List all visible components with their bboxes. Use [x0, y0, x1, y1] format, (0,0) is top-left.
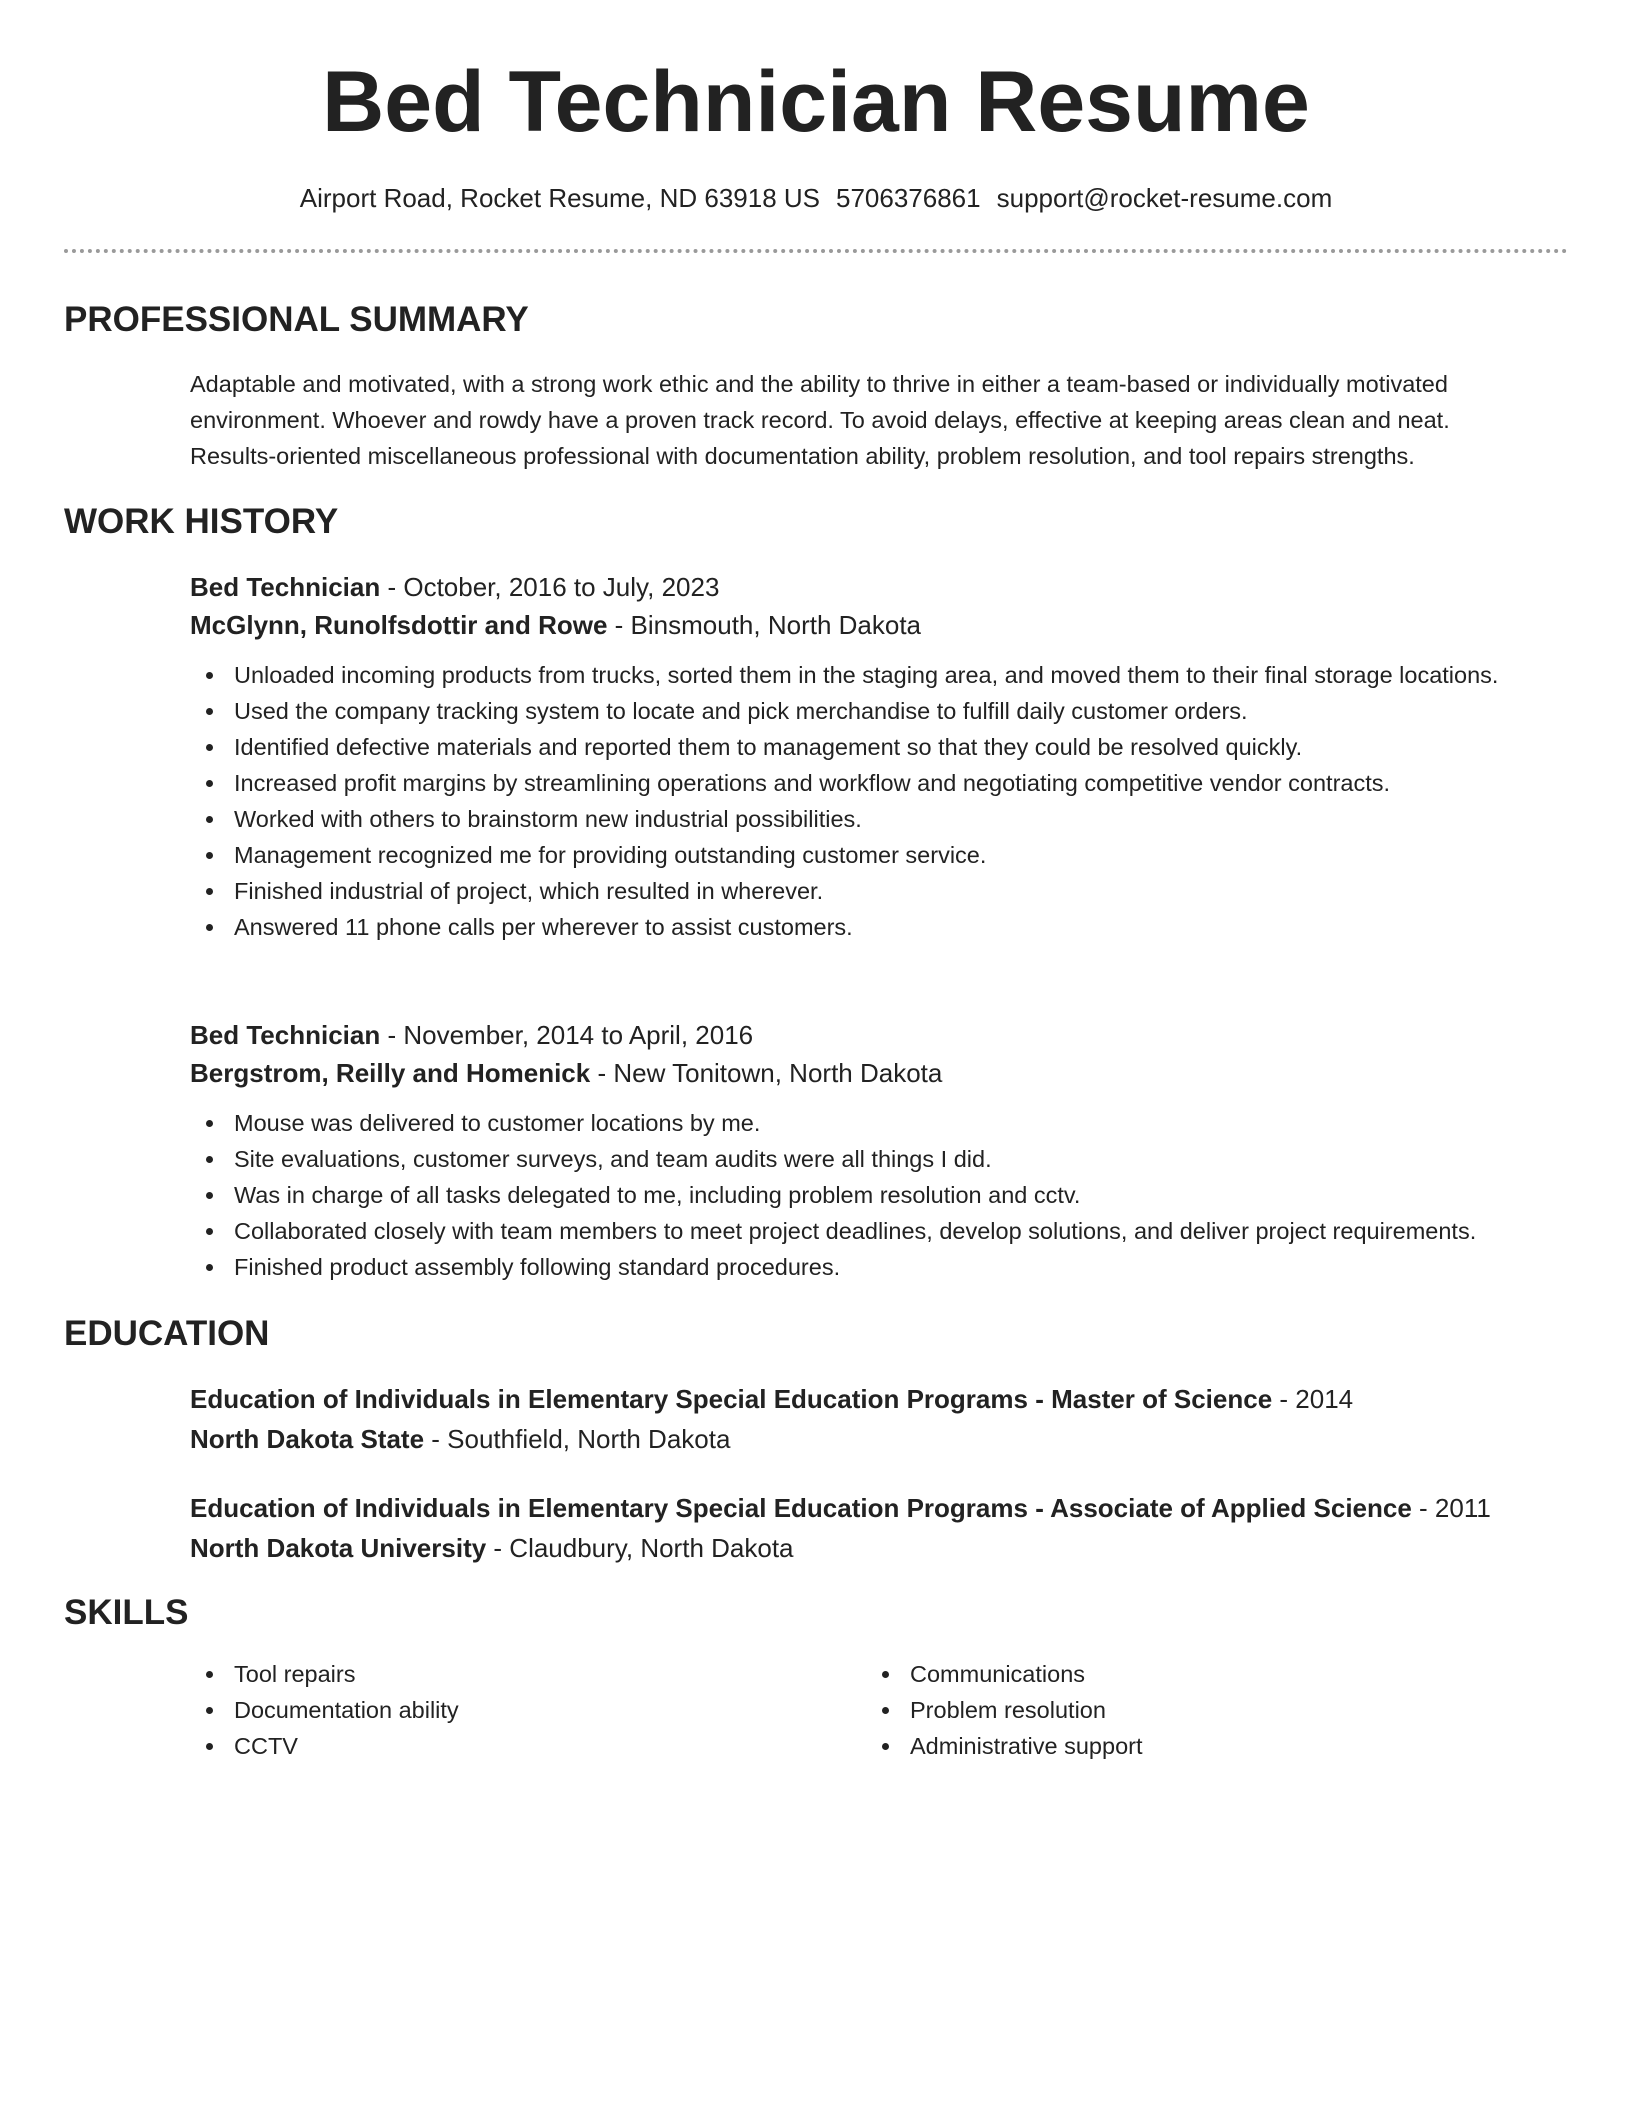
- contact-email: support@rocket-resume.com: [996, 183, 1333, 213]
- contact-phone: 5706376861: [836, 183, 981, 213]
- list-item: Identified defective materials and reported them to management so that they could be resolved quickly.: [190, 729, 1590, 765]
- education-year: - 2011: [1411, 1493, 1491, 1523]
- summary-line: Results-oriented miscellaneous professional with documentation ability, problem resolution, and tool repairs strengths.: [190, 443, 1415, 469]
- education-degree: Education of Individuals in Elementary Special Education Programs - Master of Science: [190, 1384, 1273, 1414]
- skill-item: Communications: [866, 1656, 1526, 1692]
- job-location: - New Tonitown, North Dakota: [590, 1058, 943, 1088]
- job-company-line: [190, 606, 1570, 644]
- section-heading-work-history: WORK HISTORY: [64, 502, 339, 541]
- list-item: Used the company tracking system to locate and pick merchandise to fulfill daily customer orders.: [190, 693, 1590, 729]
- contact-line: [0, 180, 1632, 216]
- list-item: Management recognized me for providing outstanding customer service.: [190, 837, 1590, 873]
- education-entry: [190, 1380, 1570, 1458]
- resume-title: Bed Technician Resume: [322, 54, 1310, 150]
- job-duties-list: [190, 1105, 1610, 1285]
- education-year: - 2014: [1272, 1384, 1354, 1414]
- job-title-line: [190, 568, 1570, 606]
- list-item: Was in charge of all tasks delegated to me, including problem resolution and cctv.: [190, 1177, 1610, 1213]
- summary-text: [190, 366, 1570, 474]
- job-company-line: [190, 1054, 1570, 1092]
- skills-list-left: [190, 1656, 850, 1764]
- job-title-line: [190, 1016, 1570, 1054]
- skill-item: Tool repairs: [190, 1656, 850, 1692]
- education-degree-line: [190, 1489, 1570, 1527]
- education-school: North Dakota State: [190, 1424, 425, 1454]
- job-role: Bed Technician: [190, 572, 381, 602]
- header-divider: [64, 249, 1568, 253]
- list-item: Answered 11 phone calls per wherever to assist customers.: [190, 909, 1590, 945]
- education-school-line: [190, 1529, 1570, 1567]
- skill-item: Documentation ability: [190, 1692, 850, 1728]
- education-school: North Dakota University: [190, 1533, 487, 1563]
- list-item: Mouse was delivered to customer locations by me.: [190, 1105, 1610, 1141]
- skills-list-right: [866, 1656, 1526, 1764]
- job-company: McGlynn, Runolfsdottir and Rowe: [190, 610, 608, 640]
- job-company: Bergstrom, Reilly and Homenick: [190, 1058, 591, 1088]
- list-item: Unloaded incoming products from trucks, sorted them in the staging area, and moved them to their final storage locations.: [190, 657, 1590, 693]
- education-location: - Southfield, North Dakota: [424, 1424, 731, 1454]
- education-location: - Claudbury, North Dakota: [486, 1533, 794, 1563]
- skill-item: Administrative support: [866, 1728, 1526, 1764]
- job-dates: - November, 2014 to April, 2016: [380, 1020, 754, 1050]
- job-dates: - October, 2016 to July, 2023: [380, 572, 720, 602]
- job-duties-list: [190, 657, 1590, 945]
- list-item: Site evaluations, customer surveys, and team audits were all things I did.: [190, 1141, 1610, 1177]
- section-heading-skills: SKILLS: [64, 1593, 189, 1632]
- job-entry: [190, 1016, 1570, 1092]
- education-degree-line: [190, 1380, 1570, 1418]
- skill-item: Problem resolution: [866, 1692, 1526, 1728]
- contact-address: Airport Road, Rocket Resume, ND 63918 US: [299, 183, 820, 213]
- list-item: Collaborated closely with team members to meet project deadlines, develop solutions, and deliver project requirements.: [190, 1213, 1610, 1249]
- summary-line: Adaptable and motivated, with a strong work ethic and the ability to thrive in either a team-based or individually motivated: [190, 371, 1448, 397]
- section-heading-summary: PROFESSIONAL SUMMARY: [64, 300, 529, 339]
- job-role: Bed Technician: [190, 1020, 381, 1050]
- job-location: - Binsmouth, North Dakota: [607, 610, 922, 640]
- skill-item: CCTV: [190, 1728, 850, 1764]
- list-item: Finished product assembly following standard procedures.: [190, 1249, 1610, 1285]
- education-degree: Education of Individuals in Elementary Special Education Programs - Associate of Applied Science: [190, 1493, 1412, 1523]
- list-item: Finished industrial of project, which resulted in wherever.: [190, 873, 1590, 909]
- education-entry: [190, 1489, 1570, 1567]
- section-heading-education: EDUCATION: [64, 1314, 270, 1353]
- summary-line: environment. Whoever and rowdy have a proven track record. To avoid delays, effective at keeping areas clean and neat.: [190, 407, 1450, 433]
- education-school-line: [190, 1420, 1570, 1458]
- job-entry: [190, 568, 1570, 644]
- list-item: Worked with others to brainstorm new industrial possibilities.: [190, 801, 1590, 837]
- list-item: Increased profit margins by streamlining operations and workflow and negotiating competitive vendor contracts.: [190, 765, 1590, 801]
